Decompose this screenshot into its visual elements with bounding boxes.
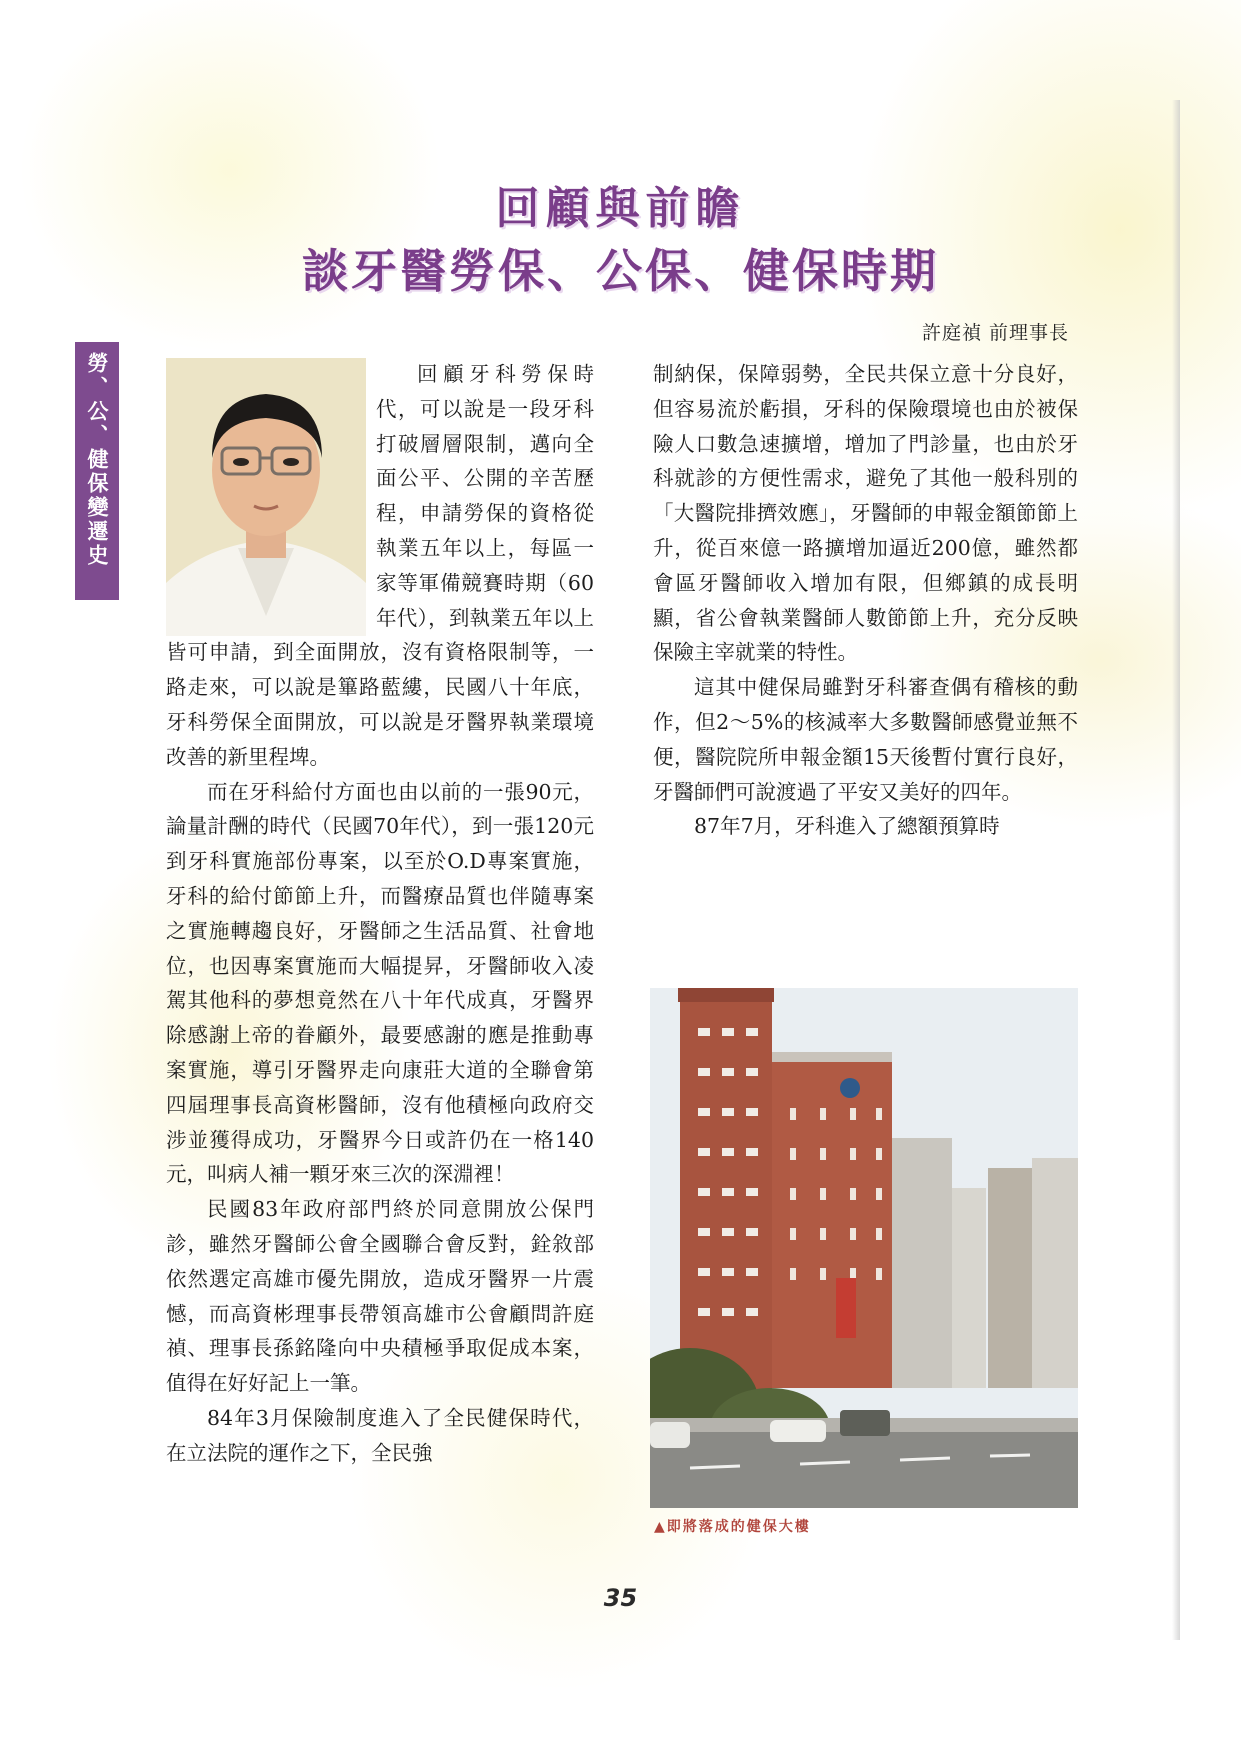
page-number: 35 xyxy=(603,1584,638,1612)
side-tab-label: 勞、公、健保變遷史 xyxy=(85,352,110,568)
section-side-tab xyxy=(75,342,119,600)
article-title: 回顧與前瞻 xyxy=(495,183,746,234)
author-byline: 許庭禎 前理事長 xyxy=(921,322,1069,344)
article-column-right xyxy=(653,357,1078,844)
paragraph: 87年7月，牙科進入了總額預算時 xyxy=(694,814,1000,839)
article-column-left xyxy=(166,357,594,1471)
paragraph: 而在牙科給付方面也由以前的一張90元，論量計酬的時代（民國70年代），到一張120元到牙科實施部份專案，以至於O.D專案實施，牙科的給付節節上升，而醫療品質也伴隨專案之實施轉趨良好，牙醫師之生活品質、社會地位，也因專案實施而大幅提昇，牙醫師收入凌駕其他科的夢想竟然在八十年代成真，牙醫界除感謝上帝的眷顧外，最要感謝的應是推動專案實施，導引牙醫界走向康莊大道的全聯會第四屆理事長高資彬醫師，沒有他積極向政府交涉並獲得成功，牙醫界今日或許仍在一格140元，叫病人補一顆牙來三次的深淵裡！ xyxy=(166,779,594,1187)
photo-caption: ▲即將落成的健保大樓 xyxy=(654,1519,811,1535)
paragraph: 84年3月保險制度進入了全民健保時代，在立法院的運作之下，全民強 xyxy=(166,1405,594,1465)
page-edge-shadow xyxy=(1172,100,1180,1640)
paragraph: 制納保，保障弱勢，全民共保立意十分良好，但容易流於虧損，牙科的保險環境也由於被保險人口數急速擴增，增加了門診量，也由於牙科就診的方便性需求，避免了其他一般科別的「大醫院排擠效應」，牙醫師的申報金額節節上升，從百來億一路擴增加逼近200億，雖然都會區牙醫師收入增加有限，但鄉鎮的成長明顯，省公會執業醫師人數節節上升，充分反映保險主宰就業的特性。 xyxy=(653,362,1078,665)
article-subtitle: 談牙醫勞保、公保、健保時期 xyxy=(302,244,939,298)
paragraph: 這其中健保局雖對牙科審查偶有稽核的動作，但2～5%的核減率大多數醫師感覺並無不便，醫院院所申報金額15天後暫付實行良好，牙醫師們可說渡過了平安又美好的四年。 xyxy=(653,675,1078,804)
building-image xyxy=(650,988,1078,1508)
paragraph: 民國83年政府部門終於同意開放公保門診，雖然牙醫師公會全國聯合會反對，銓敘部依然選定高雄市優先開放，造成牙醫界一片震憾，而高資彬理事長帶領高雄市公會顧問許庭禎、理事長孫銘隆向中央積極爭取促成本案，值得在好好記上一筆。 xyxy=(166,1197,594,1396)
paragraph: 回顧牙科勞保時代，可以說是一段牙科打破層層限制，邁向全面公平、公開的辛苦歷程，申請勞保的資格從執業五年以上，每區一家等軍備競賽時期（60年代），到執業五年以上皆可申請，到全面開放，沒有資格限制等，一路走來，可以說是篳路藍縷，民國八十年底，牙科勞保全面開放，可以說是牙醫界執業環境改善的新里程埤。 xyxy=(166,362,594,769)
building-photo xyxy=(650,988,1078,1508)
